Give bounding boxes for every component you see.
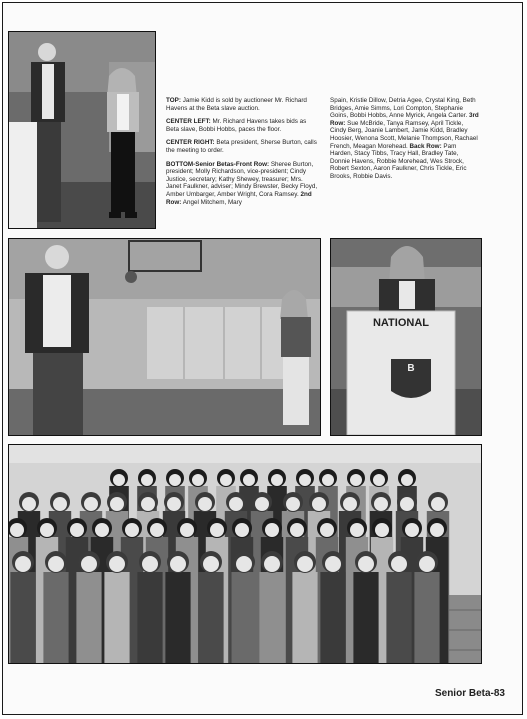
caption-row2-label: 2nd Row: <box>166 190 312 206</box>
photo-auction-gym <box>8 238 321 436</box>
photo-beta-auction <box>8 31 156 229</box>
caption-center-left-text: Mr. Richard Havens takes bids as Beta slave, Bobbi Hobbs, paces the floor. <box>166 118 307 133</box>
caption-column-left <box>166 97 318 212</box>
page-folio: Senior Beta-83 <box>434 688 505 699</box>
caption-row2-text-1: Angel Mitchem, Mary <box>182 198 242 206</box>
caption-bottom-text: Sheree Burton, president; Molly Richardson, vice-president; Cindy Justice, secretary; Kathy Shewey, treasurer; Mrs. Janet Faulkner, adviser; Mindy Brewster, Becky Floyd, Amber Umbarger, Amber Wright, Cora Ramsey. <box>166 160 318 198</box>
caption-row3-text: Sue McBride, Tanya Ramsey, April Tickle, Cindy Berg, Joanie Lambert, Jamie Kidd, Bradley Hoosier, Wenona Scott, Melanie Thompson, Rachael French, Meagan Morehead. <box>330 119 478 150</box>
caption-center-right-label: CENTER RIGHT: <box>166 139 215 147</box>
caption-top-text: Jamie Kidd is sold by auctioneer Mr. Richard Havens at the Beta slave auction. <box>166 97 307 112</box>
podium-logo-letter: B <box>407 363 415 374</box>
caption-row3-label: 3rd Row: <box>330 112 479 127</box>
photo-senior-betas-group <box>8 444 482 664</box>
caption-back-label: Back Row: <box>409 142 442 150</box>
photo-beta-president-podium <box>330 238 482 436</box>
podium-sign-text: NATIONAL <box>372 317 429 329</box>
caption-center-right-text: Beta president, Sherse Burton, calls the meeting to order. <box>166 139 317 154</box>
caption-bottom-label: BOTTOM-Senior Betas-Front Row: <box>166 160 270 168</box>
caption-row2-text-2: Spain, Kristie Dillow, Detria Agee, Crystal King, Beth Bridges, Amie Simms, Lori Compton, Stephanie Goins, Bobbi Hobbs, Anne Myrick, Angela Carter. <box>330 97 476 120</box>
caption-top-label: TOP: <box>166 97 181 104</box>
caption-back-text: Pam Harden, Stacy Tibbs, Tracy Hall, Bradley Tate, Donnie Havens, Robbie Morehead, Wes Strock, Robert Sexton, Aaron Faulkner, Chris Tickle, Eric Brooks, Robbie Davis. <box>330 142 467 180</box>
caption-column-right <box>330 97 480 187</box>
caption-center-left-label: CENTER LEFT: <box>166 118 211 126</box>
